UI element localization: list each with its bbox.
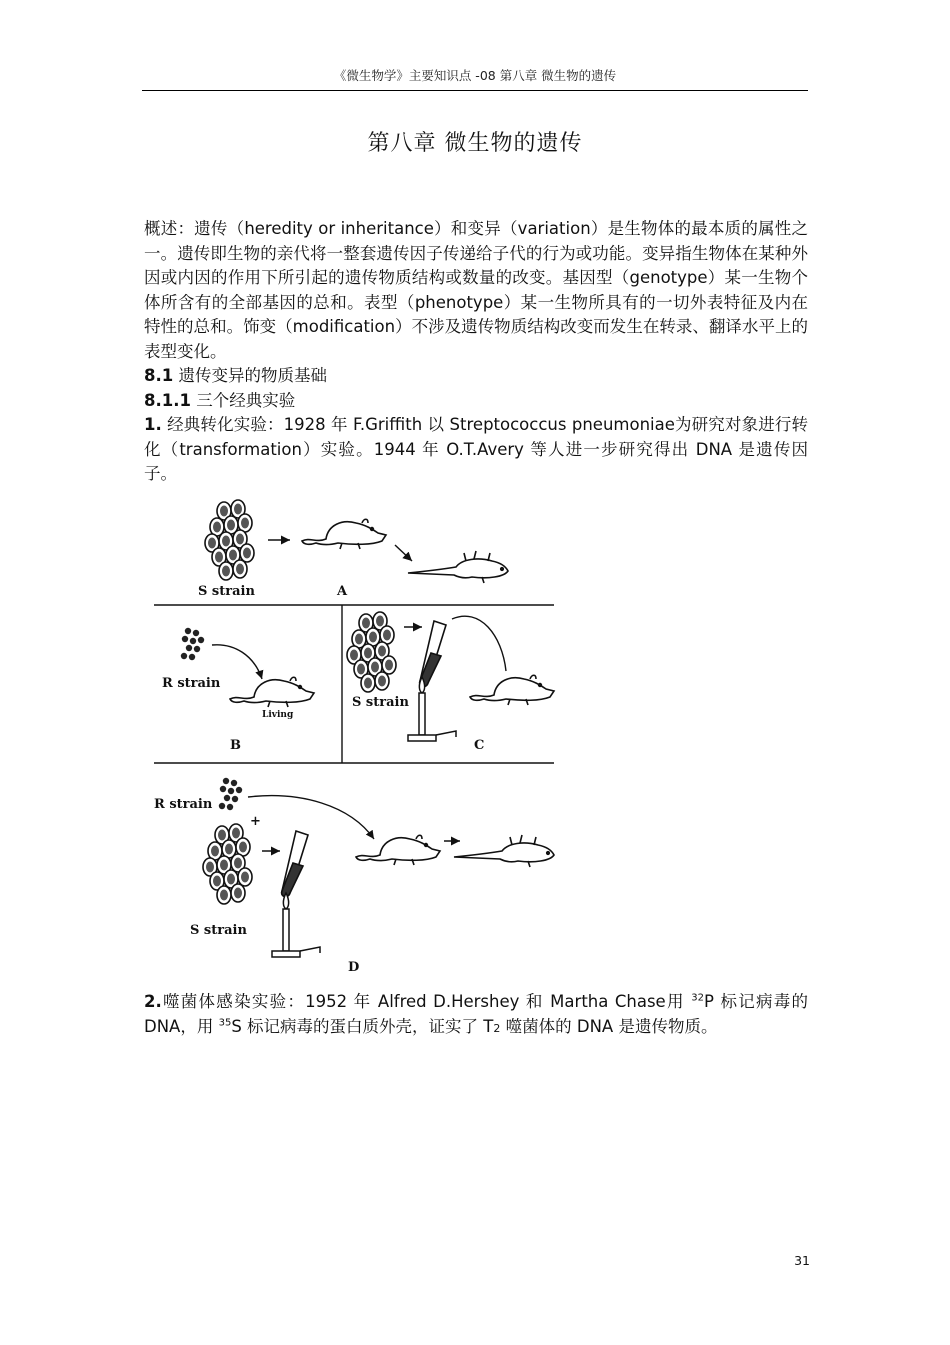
chapter-title: 第八章 微生物的遗传 bbox=[367, 131, 583, 156]
item-number: 1. bbox=[144, 415, 162, 434]
mouse-icon bbox=[470, 675, 554, 705]
dead-mouse-icon bbox=[454, 835, 554, 867]
panel-d bbox=[154, 778, 554, 975]
section-number: 8.1 bbox=[144, 366, 174, 385]
isotope-superscript: 35 bbox=[218, 1017, 232, 1028]
r-strain-cells bbox=[181, 628, 204, 660]
item-number: 2. bbox=[144, 992, 162, 1011]
panel-b-label: B bbox=[230, 738, 241, 753]
panel-d-label: D bbox=[348, 960, 360, 975]
item-text-part: 噬菌体的 DNA 是遗传物质。 bbox=[500, 1016, 718, 1036]
item-text-part: S 标记病毒的蛋白质外壳，证实了 T bbox=[231, 1016, 494, 1036]
burner-icon bbox=[272, 893, 320, 957]
panel-a-label: A bbox=[337, 584, 348, 599]
overview-paragraph: 概述：遗传（heredity or inheritance）和变异（variation）是生物体的最本质的属性之一。遗传即生物的亲代将一整套遗传因子传递给子代的行为或功能。变异指生物体在某种外因或内因的作用下所引起的遗传物质结构或数量的改变。基因型（genotype）某一生物个体所含有的全部基因的总和。表型（phenotype）某一生物所具有的一切外表特征及内在特性的总和。饰变（modification）不涉及遗传物质结构改变而发生在转录、翻译水平上的表型变化。 bbox=[144, 219, 808, 361]
item-2-paragraph bbox=[144, 990, 808, 1041]
s-strain-label: S strain bbox=[352, 695, 409, 710]
mouse-icon bbox=[356, 835, 440, 865]
section-heading-8-1-1 bbox=[144, 389, 808, 414]
griffith-experiment-figure bbox=[150, 495, 560, 980]
section-number: 8.1.1 bbox=[144, 390, 191, 410]
r-strain-cells bbox=[219, 778, 242, 810]
panel-c-label: C bbox=[474, 738, 485, 753]
panel-a bbox=[198, 500, 508, 599]
section-title: 三个经典实验 bbox=[196, 390, 296, 410]
section-heading-8-1 bbox=[144, 364, 808, 389]
header-rule bbox=[142, 90, 808, 91]
s-strain-cells bbox=[347, 612, 396, 692]
panel-b bbox=[162, 628, 314, 753]
r-strain-label: R strain bbox=[154, 797, 213, 812]
panel-c bbox=[347, 612, 554, 753]
item-text-part: 噬菌体感染实验：1952 年 Alfred D.Hershey 和 Martha Chase用 bbox=[161, 992, 692, 1011]
s-strain-label: S strain bbox=[190, 923, 247, 938]
item-text: 经典转化实验：1928 年 F.Griffith 以 Streptococcus pneumoniae为研究对象进行转化（transformation）实验。1944 年 O.T.Avery 等人进一步研究得出 DNA 是遗传因子。 bbox=[144, 415, 808, 483]
s-strain-label: S strain bbox=[198, 584, 255, 599]
isotope-superscript: 32 bbox=[691, 992, 704, 1004]
body-upper bbox=[144, 217, 808, 487]
mouse-icon bbox=[302, 519, 386, 549]
item-1-paragraph bbox=[144, 413, 808, 487]
running-header: 《微生物学》主要知识点 -08 第八章 微生物的遗传 bbox=[333, 68, 617, 83]
plus-sign: + bbox=[250, 814, 261, 829]
burner-icon bbox=[408, 677, 456, 741]
page-number: 31 bbox=[794, 1253, 810, 1268]
item-text-part: P 标记病毒的 DNA，用 bbox=[144, 992, 809, 1036]
subscript: 2 bbox=[493, 1021, 501, 1035]
test-tube-icon bbox=[282, 831, 308, 897]
r-strain-label: R strain bbox=[162, 676, 221, 691]
mouse-icon bbox=[230, 677, 314, 707]
dead-mouse-icon bbox=[408, 551, 508, 583]
s-strain-cells bbox=[205, 500, 254, 580]
section-title: 遗传变异的物质基础 bbox=[178, 366, 327, 385]
test-tube-icon bbox=[420, 621, 446, 687]
living-label: Living bbox=[262, 710, 294, 720]
s-strain-cells bbox=[203, 824, 252, 904]
